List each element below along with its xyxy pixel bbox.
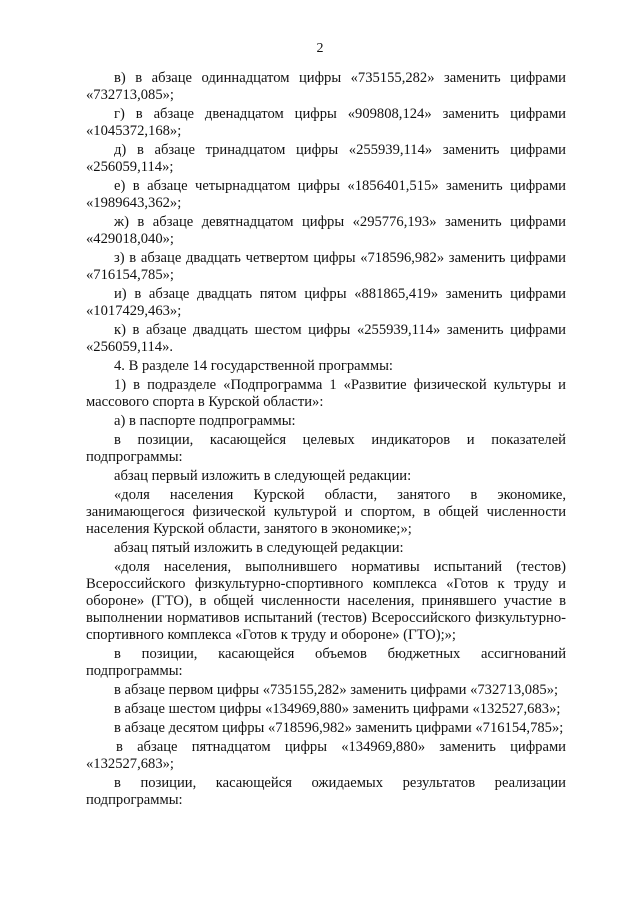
paragraph-g: г) в абзаце двенадцатом цифры «909808,124» заменить цифрами «1045372,168»; (86, 105, 566, 140)
first-paragraph-text: «доля населения Курской области, занятого в экономике, занимающегося физической культурой и спортом, в общей численности населения Курской области, занятого в экономике;»; (86, 486, 566, 537)
results-position: в позиции, касающейся ожидаемых результатов реализации подпрограммы: (86, 774, 566, 808)
subsection-1-heading: 1) в подразделе «Подпрограмма 1 «Развитие физической культуры и массового спорта в Курской области»: (86, 376, 566, 410)
document-body (86, 70, 566, 811)
paragraph-zh: ж) в абзаце девятнадцатом цифры «295776,193» заменить цифрами «429018,040»; (86, 213, 566, 247)
paragraph-k: к) в абзаце двадцать шестом цифры «255939,114» заменить цифрами «256059,114». (86, 321, 566, 355)
indicators-position: в позиции, касающейся целевых индикаторов и показателей подпрограммы: (86, 431, 566, 465)
paragraph-z: з) в абзаце двадцать четвертом цифры «718596,982» заменить цифрами «716154,785»; (86, 249, 566, 283)
first-paragraph-instruction: абзац первый изложить в следующей редакции: (114, 467, 412, 484)
budget-tenth-paragraph: в абзаце десятом цифры «718596,982» заменить цифрами «716154,785»; (114, 719, 564, 736)
budget-first-paragraph: в абзаце первом цифры «735155,282» заменить цифрами «732713,085»; (114, 681, 559, 698)
budget-fifteenth-paragraph: в абзаце пятнадцатом цифры «134969,880» заменить цифрами «132527,683»; (86, 738, 566, 772)
budget-sixth-paragraph: в абзаце шестом цифры «134969,880» заменить цифрами «132527,683»; (114, 700, 561, 717)
fifth-paragraph-instruction: абзац пятый изложить в следующей редакции: (114, 539, 404, 556)
paragraph-v: в) в абзаце одиннадцатом цифры «735155,282» заменить цифрами «732713,085»; (86, 70, 566, 104)
section-14-heading: 4. В разделе 14 государственной программы: (114, 357, 393, 374)
fifth-paragraph-text: «доля населения, выполнившего нормативы испытаний (тестов) Всероссийского физкультурно-спортивного комплекса «Готов к труду и обороне» (ГТО), в общей численности населения, принявшего участие в выполнении нормативов испытаний (тестов) Всероссийского физкультурно-спортивного комплекса «Готов к труду и обороне» (ГТО);»; (86, 558, 566, 643)
paragraph-i: и) в абзаце двадцать пятом цифры «881865,419» заменить цифрами «1017429,463»; (86, 285, 566, 319)
passport-heading: а) в паспорте подпрограммы: (114, 412, 296, 429)
paragraph-d: д) в абзаце тринадцатом цифры «255939,114» заменить цифрами «256059,114»; (86, 141, 566, 176)
page-number: 2 (316, 41, 324, 56)
paragraph-e: е) в абзаце четырнадцатом цифры «1856401,515» заменить цифрами «1989643,362»; (86, 177, 566, 211)
budget-position: в позиции, касающейся объемов бюджетных ассигнований подпрограммы: (86, 645, 566, 679)
